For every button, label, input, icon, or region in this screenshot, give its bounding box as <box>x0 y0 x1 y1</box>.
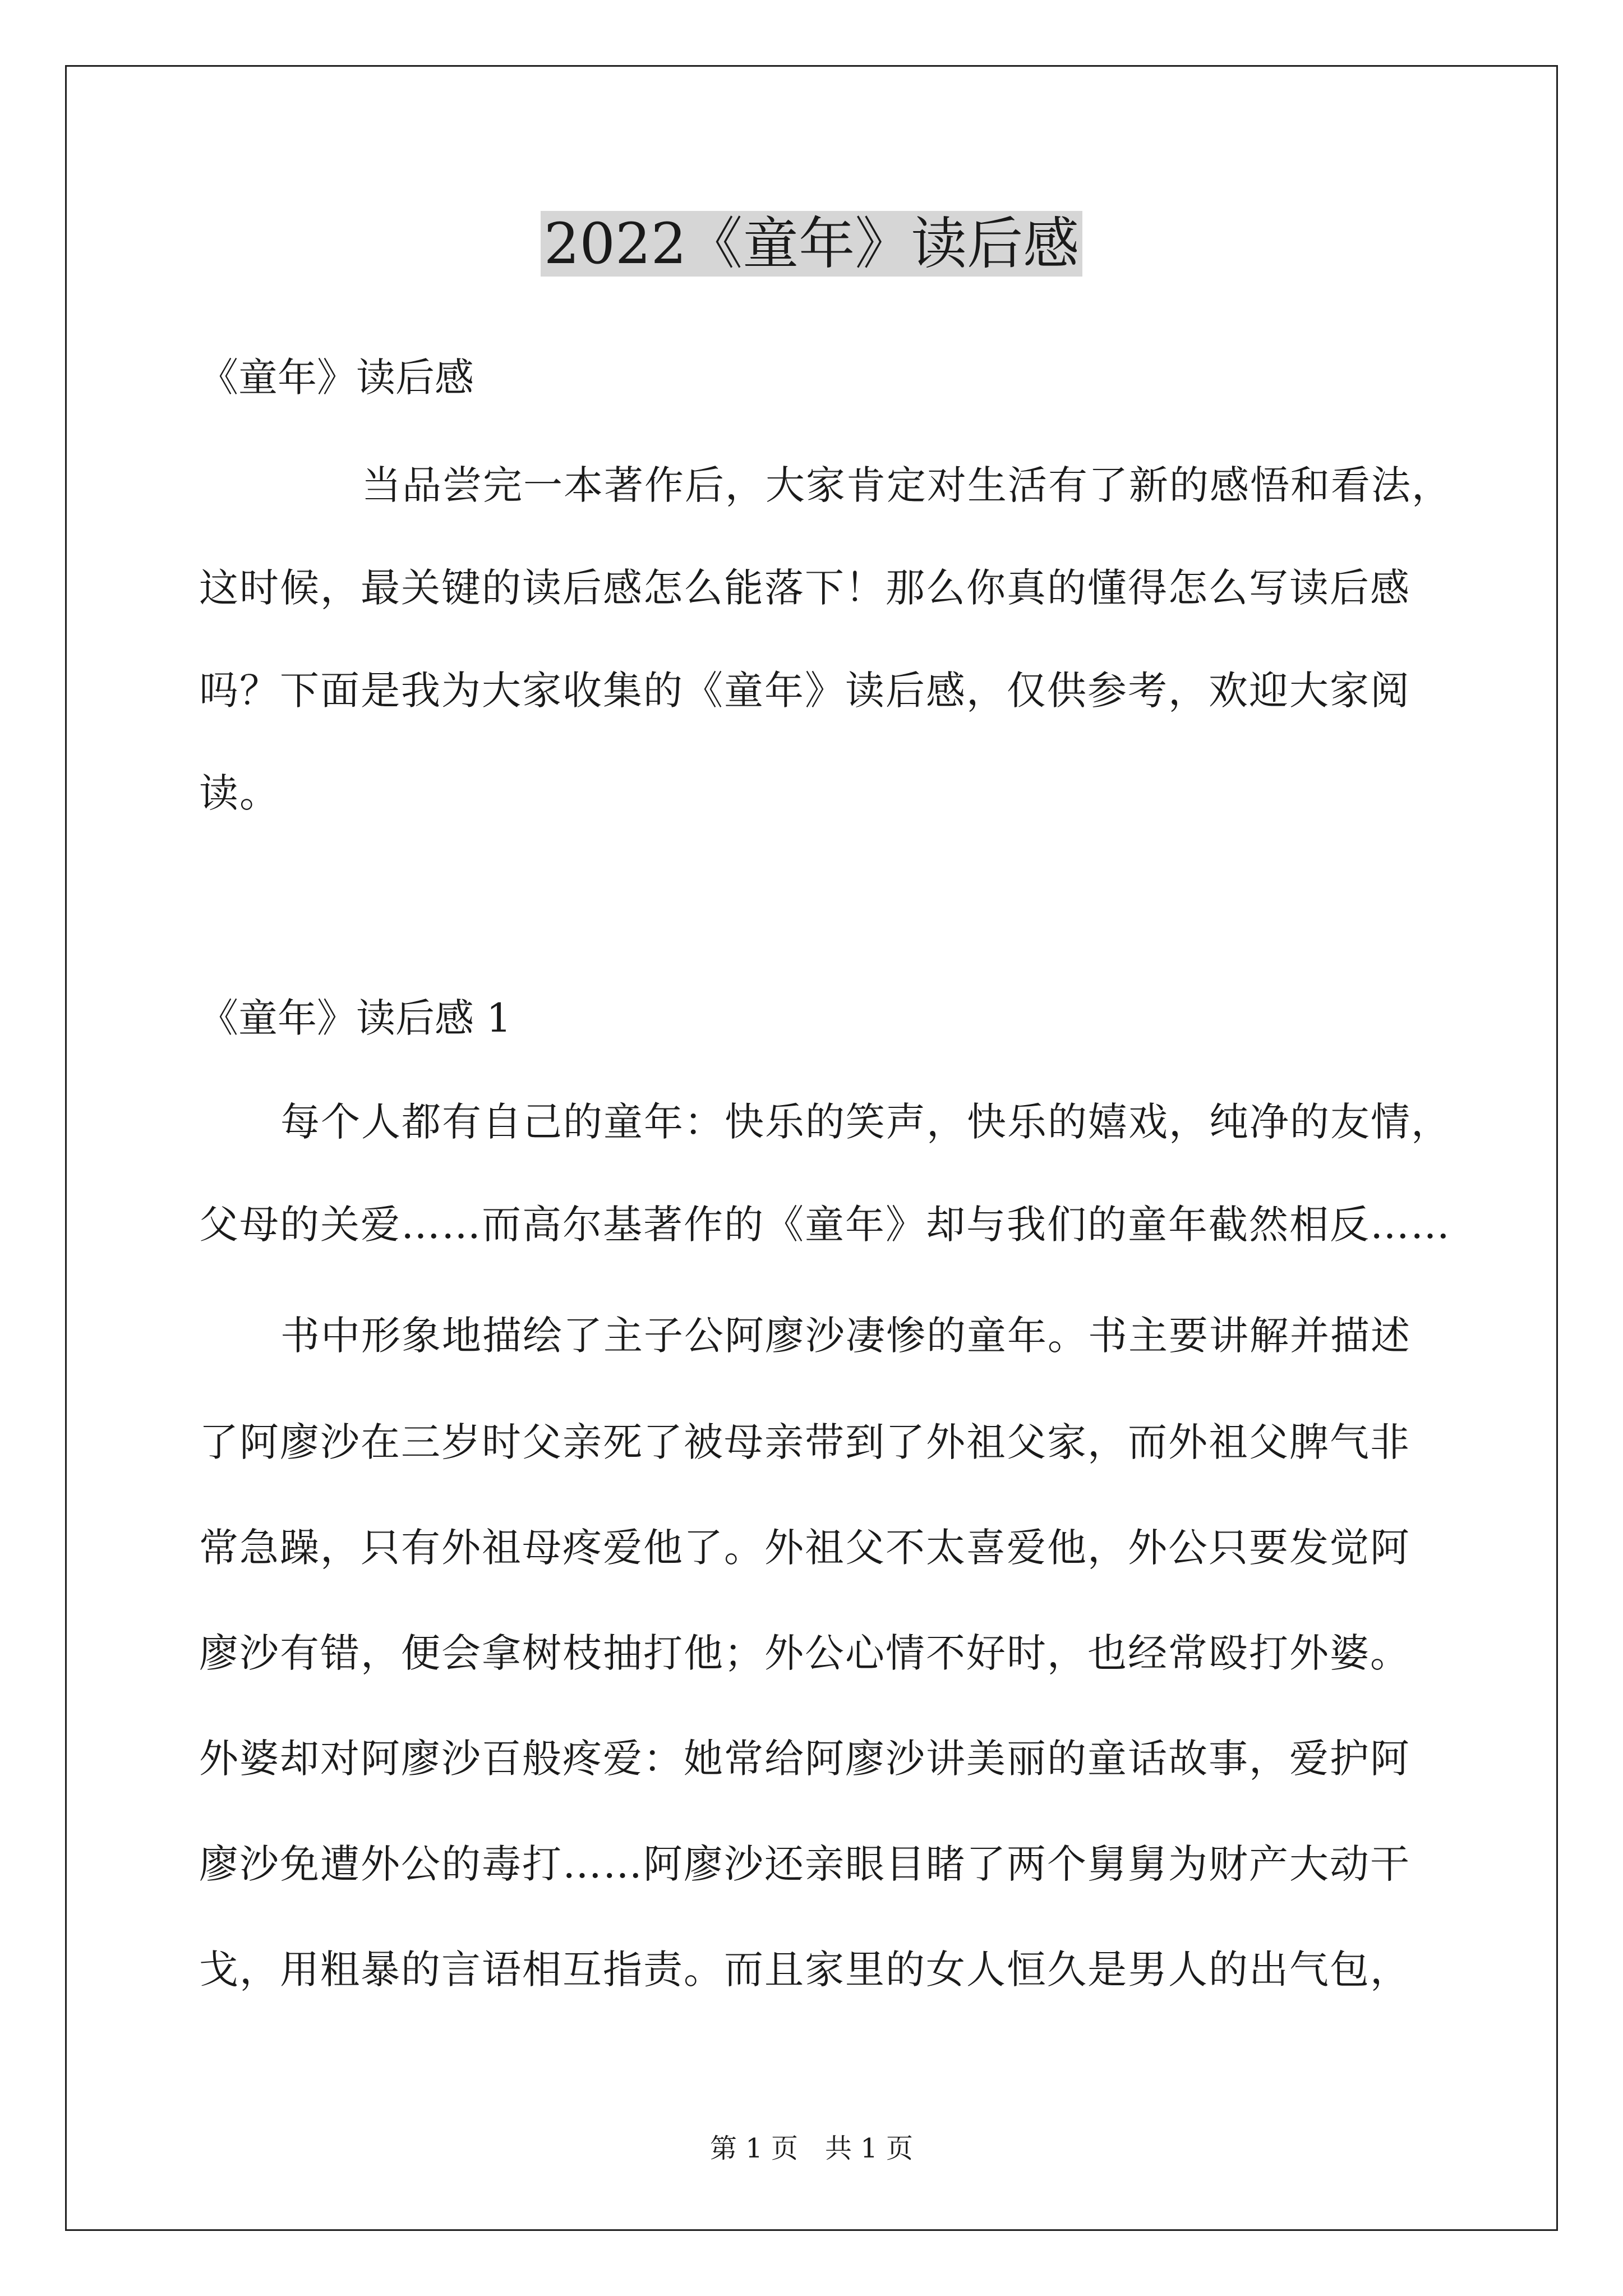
section1-line-3: 书中形象地描绘了主子公阿廖沙凄惨的童年。书主要讲解并描述 <box>280 1313 1411 1359</box>
page-footer: 第 1 页 共 1 页 <box>709 2133 914 2164</box>
intro-line-4: 读。 <box>199 770 280 816</box>
section1-line-4: 了阿廖沙在三岁时父亲死了被母亲带到了外祖父家，而外祖父脾气非 <box>199 1419 1410 1465</box>
section1-line-6: 廖沙有错，便会拿树枝抽打他；外公心情不好时，也经常殴打外婆。 <box>199 1630 1410 1676</box>
section1-line-8: 廖沙免遭外公的毒打……阿廖沙还亲眼目睹了两个舅舅为财产大动干 <box>199 1841 1410 1887</box>
intro-heading: 《童年》读后感 <box>199 355 474 401</box>
section1-line-9: 戈，用粗暴的言语相互指责。而且家里的女人恒久是男人的出气包， <box>199 1947 1410 1993</box>
intro-line-1: 当品尝完一本著作后，大家肯定对生活有了新的感悟和看法， <box>362 462 1452 508</box>
section1-line-7: 外婆却对阿廖沙百般疼爱：她常给阿廖沙讲美丽的童话故事，爱护阿 <box>199 1736 1410 1782</box>
intro-line-3: 吗？下面是我为大家收集的《童年》读后感，仅供参考，欢迎大家阅 <box>199 668 1410 714</box>
section1-heading: 《童年》读后感 1 <box>199 995 511 1041</box>
section1-line-1: 每个人都有自己的童年：快乐的笑声，快乐的嬉戏，纯净的友情， <box>280 1099 1451 1145</box>
document-title: 2022《童年》读后感 <box>0 208 1623 280</box>
section1-line-5: 常急躁，只有外祖母疼爱他了。外祖父不太喜爱他，外公只要发觉阿 <box>199 1525 1410 1571</box>
section1-line-2: 父母的关爱……而高尔基著作的《童年》却与我们的童年截然相反…… <box>199 1202 1451 1248</box>
intro-line-2: 这时候，最关键的读后感怎么能落下！那么你真的懂得怎么写读后感 <box>199 565 1410 611</box>
